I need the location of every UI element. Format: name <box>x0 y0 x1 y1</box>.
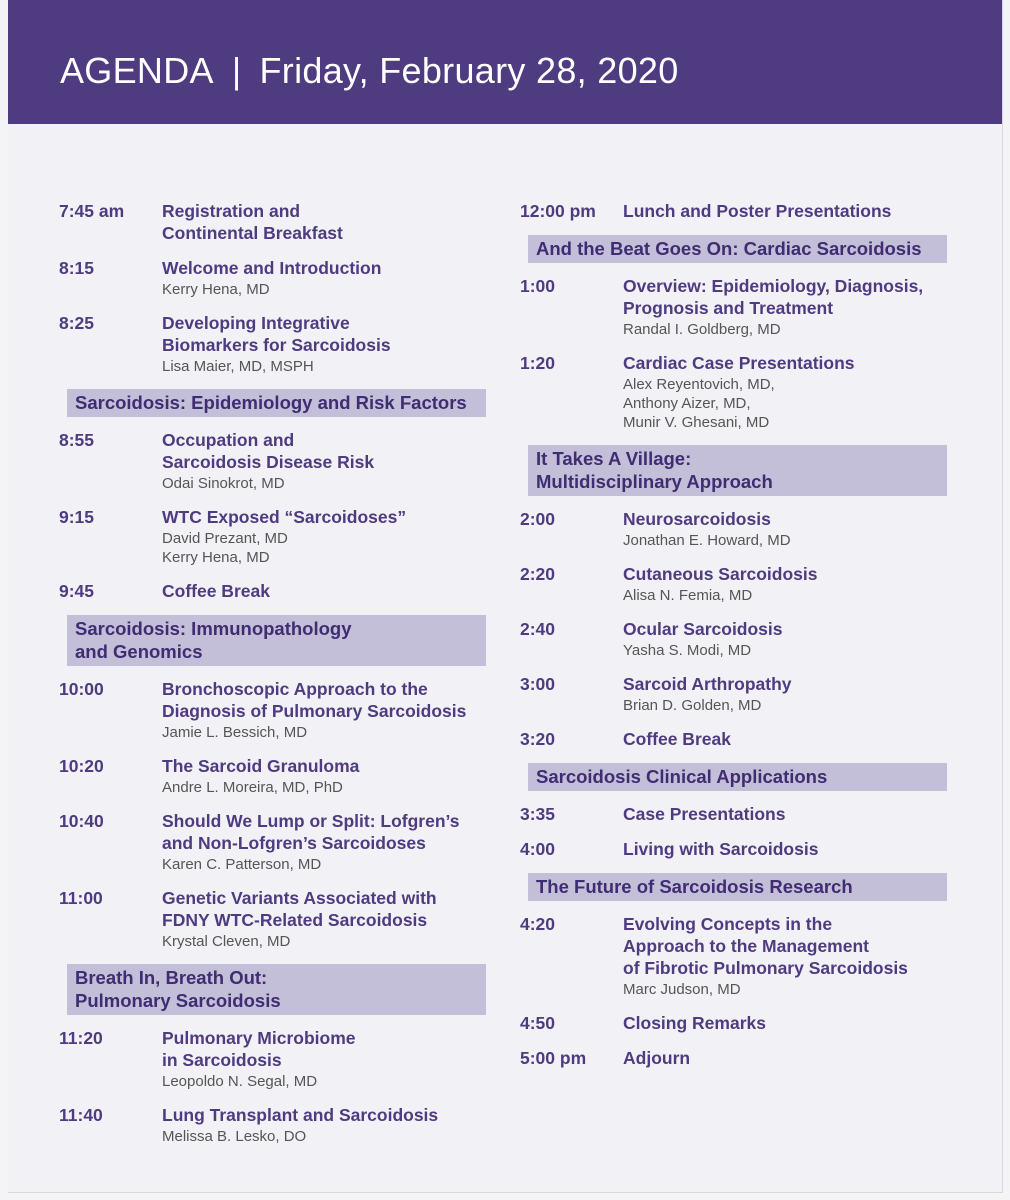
agenda-item <box>520 1047 960 1069</box>
session-time: 10:00 <box>59 679 104 699</box>
agenda-item <box>59 506 499 567</box>
section-header <box>67 389 486 417</box>
session-speakers <box>623 641 960 660</box>
session-title <box>623 838 960 860</box>
session-speakers <box>162 723 499 742</box>
session-title <box>623 275 960 319</box>
session-title-line: Continental Breakfast <box>162 223 343 243</box>
speaker-name: Kerry Hena, MD <box>162 549 270 566</box>
session-title <box>623 200 960 222</box>
speaker-name: Lisa Maier, MD, MSPH <box>162 358 314 375</box>
agenda-header-banner <box>8 0 1002 124</box>
session-title <box>623 1012 960 1034</box>
session-time: 1:00 <box>520 276 556 296</box>
session-title-line: FDNY WTC-Related Sarcoidosis <box>162 910 428 930</box>
speaker-name: Odai Sinokrot, MD <box>162 475 285 492</box>
session-time: 8:15 <box>59 258 95 278</box>
session-speakers <box>623 320 960 339</box>
session-title-line: Ocular Sarcoidosis <box>623 619 783 639</box>
section-header <box>67 615 486 666</box>
session-title-line: Pulmonary Microbiome <box>162 1028 356 1048</box>
session-title-line: Approach to the Management <box>623 936 869 956</box>
speaker-name: Brian D. Golden, MD <box>623 697 762 714</box>
agenda-item <box>59 678 499 742</box>
session-title <box>162 810 499 854</box>
session-speakers <box>623 531 960 550</box>
session-title <box>623 508 960 530</box>
agenda-item <box>520 563 960 605</box>
session-title-line: Welcome and Introduction <box>162 258 382 278</box>
session-title-line: Lunch and Poster Presentations <box>623 201 892 221</box>
session-title-line: Should We Lump or Split: Lofgren’s <box>162 811 460 831</box>
session-time: 4:50 <box>520 1013 556 1033</box>
speaker-name: Alisa N. Femia, MD <box>623 587 753 604</box>
section-header <box>528 873 947 901</box>
section-header-line: It Takes A Village: <box>536 448 692 469</box>
session-title-line: The Sarcoid Granuloma <box>162 756 360 776</box>
session-title-line: Genetic Variants Associated with <box>162 888 437 908</box>
title-separator: | <box>231 50 242 91</box>
session-time: 9:15 <box>59 507 95 527</box>
speaker-name: David Prezant, MD <box>162 530 288 547</box>
speaker-name: Anthony Aizer, MD, <box>623 395 751 412</box>
session-title <box>623 913 960 979</box>
speaker-name: Krystal Cleven, MD <box>162 933 291 950</box>
section-header <box>528 445 947 496</box>
session-speakers <box>623 375 960 432</box>
speaker-name: Yasha S. Modi, MD <box>623 642 752 659</box>
session-time: 4:20 <box>520 914 556 934</box>
session-title-line: and Non-Lofgren’s Sarcoidoses <box>162 833 426 853</box>
session-title-line: Closing Remarks <box>623 1013 766 1033</box>
session-title-line: Overview: Epidemiology, Diagnosis, <box>623 276 924 296</box>
agenda-item <box>520 728 960 750</box>
session-title-line: Coffee Break <box>623 729 731 749</box>
agenda-item <box>520 838 960 860</box>
session-title-line: Case Presentations <box>623 804 786 824</box>
session-time: 10:20 <box>59 756 104 776</box>
session-title <box>623 728 960 750</box>
session-title <box>623 1047 960 1069</box>
session-title-line: Registration and <box>162 201 301 221</box>
section-header <box>528 763 947 791</box>
agenda-item <box>520 618 960 660</box>
speaker-name: Melissa B. Lesko, DO <box>162 1128 307 1145</box>
session-title-line: Neurosarcoidosis <box>623 509 771 529</box>
session-time: 7:45 am <box>59 201 125 221</box>
speaker-name: Leopoldo N. Segal, MD <box>162 1073 318 1090</box>
session-time: 8:55 <box>59 430 95 450</box>
session-title-line: Adjourn <box>623 1048 691 1068</box>
session-speakers <box>162 529 499 567</box>
agenda-item <box>59 1104 499 1146</box>
session-title <box>623 563 960 585</box>
session-title-line: Lung Transplant and Sarcoidosis <box>162 1105 439 1125</box>
session-time: 10:40 <box>59 811 104 831</box>
section-header-line: and Genomics <box>75 641 203 662</box>
agenda-date: Friday, February 28, 2020 <box>259 50 679 91</box>
session-title-line: Prognosis and Treatment <box>623 298 834 318</box>
speaker-name: Karen C. Patterson, MD <box>162 856 322 873</box>
session-title-line: Coffee Break <box>162 581 270 601</box>
session-time: 3:00 <box>520 674 556 694</box>
agenda-item <box>59 200 499 244</box>
session-time: 11:00 <box>59 888 103 908</box>
section-header <box>528 235 947 263</box>
session-time: 2:00 <box>520 509 556 529</box>
session-time: 3:20 <box>520 729 556 749</box>
speaker-name: Marc Judson, MD <box>623 981 741 998</box>
session-title <box>162 580 499 602</box>
section-header-line: Pulmonary Sarcoidosis <box>75 990 281 1011</box>
section-header-line: Sarcoidosis: Epidemiology and Risk Factors <box>75 392 467 413</box>
session-title <box>162 257 499 279</box>
session-time: 9:45 <box>59 581 95 601</box>
session-speakers <box>162 778 499 797</box>
speaker-name: Jonathan E. Howard, MD <box>623 532 791 549</box>
agenda-item <box>520 200 960 222</box>
session-title <box>162 429 499 473</box>
session-time: 8:25 <box>59 313 95 333</box>
session-title-line: Occupation and <box>162 430 295 450</box>
agenda-item <box>59 1027 499 1091</box>
agenda-label: AGENDA <box>60 50 214 91</box>
session-title <box>623 352 960 374</box>
session-title <box>162 1027 499 1071</box>
agenda-item <box>59 312 499 376</box>
agenda-item <box>520 508 960 550</box>
session-title <box>162 678 499 722</box>
section-header-line: Breath In, Breath Out: <box>75 967 268 988</box>
session-title <box>162 887 499 931</box>
agenda-item <box>59 580 499 602</box>
session-title-line: Diagnosis of Pulmonary Sarcoidosis <box>162 701 467 721</box>
session-time: 11:20 <box>59 1028 103 1048</box>
session-speakers <box>162 1127 499 1146</box>
agenda-item <box>59 429 499 493</box>
session-title-line: Biomarkers for Sarcoidosis <box>162 335 391 355</box>
section-header-line: And the Beat Goes On: Cardiac Sarcoidosis <box>536 238 922 259</box>
section-header-line: Sarcoidosis Clinical Applications <box>536 766 828 787</box>
session-time: 4:00 <box>520 839 556 859</box>
section-header-line: The Future of Sarcoidosis Research <box>536 876 853 897</box>
section-header <box>67 964 486 1015</box>
session-title <box>623 803 960 825</box>
agenda-right-column <box>520 200 960 1082</box>
session-title-line: of Fibrotic Pulmonary Sarcoidosis <box>623 958 908 978</box>
speaker-name: Andre L. Moreira, MD, PhD <box>162 779 343 796</box>
agenda-item <box>59 887 499 951</box>
session-speakers <box>623 980 960 999</box>
agenda-item <box>520 352 960 432</box>
speaker-name: Alex Reyentovich, MD, <box>623 376 775 393</box>
agenda-page <box>8 0 1003 1193</box>
session-speakers <box>162 280 499 299</box>
session-title <box>623 673 960 695</box>
session-time: 1:20 <box>520 353 556 373</box>
session-title-line: Bronchoscopic Approach to the <box>162 679 428 699</box>
session-title-line: Evolving Concepts in the <box>623 914 833 934</box>
session-time: 3:35 <box>520 804 556 824</box>
section-header-line: Sarcoidosis: Immunopathology <box>75 618 352 639</box>
session-time: 2:20 <box>520 564 556 584</box>
session-title <box>162 755 499 777</box>
section-header-line: Multidisciplinary Approach <box>536 471 773 492</box>
session-time: 11:40 <box>59 1105 103 1125</box>
session-title <box>162 1104 499 1126</box>
speaker-name: Jamie L. Bessich, MD <box>162 724 308 741</box>
session-title <box>623 618 960 640</box>
agenda-left-column <box>59 200 499 1159</box>
session-title-line: WTC Exposed “Sarcoidoses” <box>162 507 407 527</box>
agenda-item <box>59 257 499 299</box>
session-speakers <box>623 696 960 715</box>
session-title-line: Living with Sarcoidosis <box>623 839 819 859</box>
session-speakers <box>162 1072 499 1091</box>
session-speakers <box>162 855 499 874</box>
session-title-line: Developing Integrative <box>162 313 350 333</box>
session-title-line: Sarcoidosis Disease Risk <box>162 452 375 472</box>
agenda-item <box>520 803 960 825</box>
session-title <box>162 506 499 528</box>
session-speakers <box>623 586 960 605</box>
session-speakers <box>162 474 499 493</box>
session-speakers <box>162 932 499 951</box>
session-time: 2:40 <box>520 619 556 639</box>
agenda-title <box>60 50 679 92</box>
agenda-item <box>520 913 960 999</box>
session-title-line: Cutaneous Sarcoidosis <box>623 564 818 584</box>
session-time: 12:00 pm <box>520 201 596 221</box>
session-title <box>162 200 499 244</box>
session-title-line: in Sarcoidosis <box>162 1050 282 1070</box>
session-time: 5:00 pm <box>520 1048 587 1068</box>
speaker-name: Randal I. Goldberg, MD <box>623 321 781 338</box>
agenda-item <box>520 1012 960 1034</box>
agenda-item <box>59 755 499 797</box>
session-title-line: Cardiac Case Presentations <box>623 353 855 373</box>
session-speakers <box>162 357 499 376</box>
agenda-item <box>520 275 960 339</box>
session-title <box>162 312 499 356</box>
session-title-line: Sarcoid Arthropathy <box>623 674 792 694</box>
agenda-item <box>59 810 499 874</box>
speaker-name: Munir V. Ghesani, MD <box>623 414 770 431</box>
speaker-name: Kerry Hena, MD <box>162 281 270 298</box>
agenda-item <box>520 673 960 715</box>
